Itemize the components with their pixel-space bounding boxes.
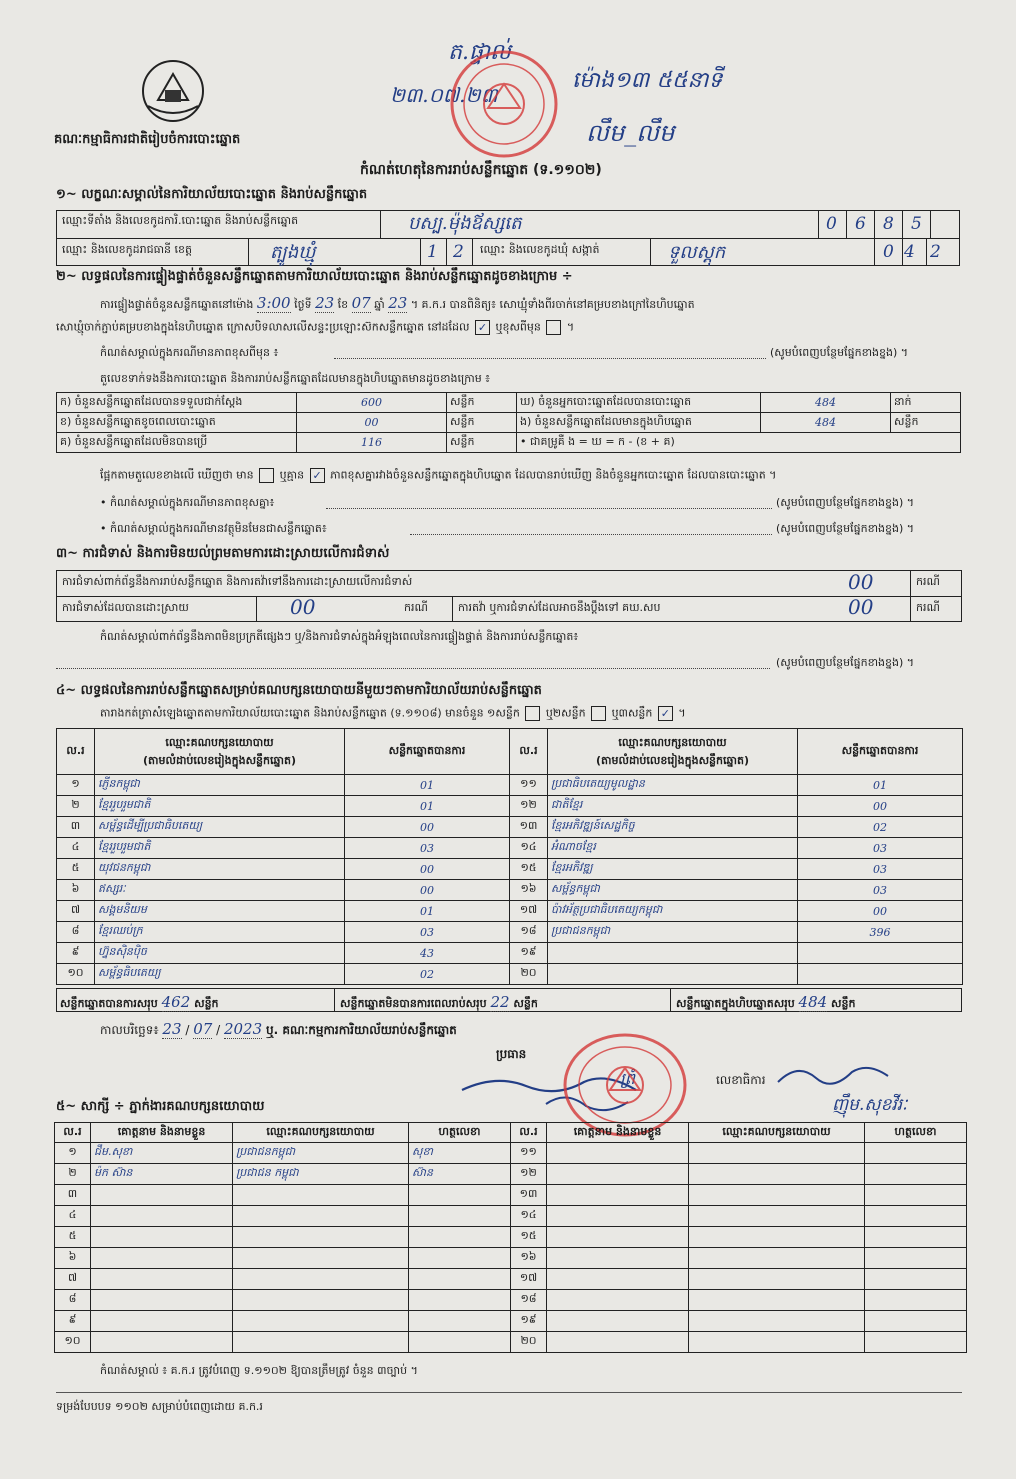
party-number: ៦ xyxy=(57,880,95,901)
section-3-heading: ៣~ ការជំទាស់ និងការមិនយល់ព្រមតាមការដោះស្រាយលើការជំទាស់ xyxy=(56,546,390,561)
witness-number: ៧ xyxy=(55,1269,91,1290)
figures-table xyxy=(56,392,961,453)
resolved-label: ការជំទាស់ដែលបានដោះស្រាយ xyxy=(62,601,189,614)
party-number: ១៧ xyxy=(510,901,548,922)
party-votes: 01 xyxy=(798,775,963,796)
verification-line: ការផ្ទៀងផ្ទាត់ចំនួនសន្លឹកឆ្នោតនៅម៉ោង 3:00 ថ្ងៃទី 23 ខែ 07 ឆ្នាំ 23 ។ គ.ក.រ បានពិនិត្យ៖ សោឃ្មុំទាំងពីរចាក់នៅគម្របខាងក្រៅនៃហិបឆ្នោត xyxy=(100,294,695,312)
party-name xyxy=(548,943,798,964)
station-code-digit: 8 xyxy=(883,214,894,234)
figure-value: 600 xyxy=(297,393,447,413)
witness-name xyxy=(91,1206,233,1227)
table-row xyxy=(57,880,963,901)
complaints-value: 00 xyxy=(848,570,874,594)
party-votes: 00 xyxy=(345,859,510,880)
commune-code-digit: 2 xyxy=(930,242,941,262)
party-number: ១១ xyxy=(510,775,548,796)
witness-signature xyxy=(865,1248,967,1269)
table-row xyxy=(57,796,963,817)
witness-name xyxy=(547,1269,689,1290)
witness-signature xyxy=(409,1206,511,1227)
diff-note-end: (សូមបំពេញបន្ថែមផ្នែកខាងខ្នង) ។ xyxy=(770,346,909,359)
witness-number: ១០ xyxy=(55,1332,91,1353)
witness-party xyxy=(689,1143,865,1164)
witness-party xyxy=(233,1248,409,1269)
province-label: ឈ្មោះ និងលេខកូដរាជធានី ខេត្ត xyxy=(62,243,192,256)
party-name xyxy=(548,964,798,985)
witness-number: ១៧ xyxy=(511,1269,547,1290)
figures-intro: តួលេខទាក់ទងនឹងការបោះឆ្នោត និងការរាប់សន្លឹកឆ្នោតដែលមានក្នុងហិបឆ្នោតមានដូចខាងក្រោម ៖ xyxy=(100,372,491,385)
party-name: សង្គមនិយម xyxy=(95,901,345,922)
party-votes: 00 xyxy=(798,796,963,817)
witness-name xyxy=(547,1332,689,1353)
table-row xyxy=(55,1290,967,1311)
party-votes: 03 xyxy=(345,922,510,943)
official-stamp-top-icon xyxy=(448,48,560,160)
irregularity-note: កំណត់សម្គាល់ពាក់ព័ន្ធនឹងភាពមិនប្រក្រតីផ្សេងៗ ឬ/និងការជំទាស់ក្នុងអំឡុងពេលនៃការផ្ទៀងផ្ទាត់ និងការរាប់សន្លឹកឆ្នោត៖ xyxy=(100,630,579,643)
seal-line: សោឃ្មុំចាក់ភ្ជាប់គម្របខាងក្នុងនៃហិបឆ្នោត ក្រោសបិទលាសលើសន្ទះប្រឡោះស៊កសន្លឹកឆ្នោត នៅដដែល ✓ ឬខុសពីមុន ។ xyxy=(56,320,575,334)
table-row xyxy=(55,1164,967,1185)
two-sheet-checkbox[interactable] xyxy=(591,706,606,721)
verification-month: 07 xyxy=(351,294,371,312)
witness-name xyxy=(91,1332,233,1353)
witness-number: ១៩ xyxy=(511,1311,547,1332)
same-checkbox[interactable]: ✓ xyxy=(475,320,490,335)
witness-number: ១១ xyxy=(511,1143,547,1164)
table-row: ខ) ចំនួនសន្លឹកឆ្នោតខូចពេលបោះឆ្នោត 00 សន្លឹក ង) ចំនួនសន្លឹកឆ្នោតដែលមានក្នុងហិបឆ្នោត 484 សន្លឹក xyxy=(57,413,961,433)
witness-signature xyxy=(409,1290,511,1311)
witness-number: ១២ xyxy=(511,1164,547,1185)
tally-sheet-line: តារាងកត់ត្រាសំឡេងឆ្នោតតាមការិយាល័យបោះឆ្នោត និងរាប់សន្លឹកឆ្នោត (ទ.១១០៨) មានចំនួន ១សន្លឹក ឬ២សន្លឹក ឬ៣សន្លឹក ✓ ។ xyxy=(100,706,686,720)
appeal-label: ការតវ៉ា ឬការជំទាស់ដែលអាចនឹងប្ដឹងទៅ គឃ.សប xyxy=(458,601,661,614)
party-votes: 03 xyxy=(798,838,963,859)
party-name: ខ្មែរអភិវឌ្ឍ xyxy=(548,859,798,880)
table-row xyxy=(57,775,963,796)
party-name: អំណាចខ្មែរ xyxy=(548,838,798,859)
party-number: ១ xyxy=(57,775,95,796)
witness-name xyxy=(91,1248,233,1269)
witness-party: ប្រជាជន កម្ពុជា xyxy=(233,1164,409,1185)
witness-name xyxy=(547,1290,689,1311)
figure-value: 116 xyxy=(297,433,447,453)
total-invalid-value: 22 xyxy=(490,993,510,1011)
party-votes: 01 xyxy=(345,901,510,922)
figure-value: 484 xyxy=(761,393,891,413)
party-votes: 03 xyxy=(798,859,963,880)
party-number: ២ xyxy=(57,796,95,817)
witness-signature xyxy=(409,1185,511,1206)
ballot-count-form: គណៈកម្មាធិការជាតិរៀបចំការបោះឆ្នោត ត.ផ្ទាល់ ២៣.០៧.២៣ ម៉ោង១៣ ៥៥នាទី លឹម_លឹម កំណត់ហេតុនៃការរាប់សន្លឹកឆ្នោត (ទ.១១០២) ១~ លក្ខណៈសម្គាល់នៃការិយាល័យបោះឆ្នោត និងរាប់សន្លឹកឆ្នោត ឈ្មោះទីតាំង និងលេខកូដការិ.បោះឆ្នោត និងរាប់សន្លឹកឆ្នោត បស្ប.ម៉ុងឪស្សតេ 0 6 8 5 ឈ្មោះ និងលេខកូដរាជធានី ខេត្ត ត្បូងឃ្មុំ 1 2 ឈ្មោះ និងលេខកូដឃុំ សង្កាត់ ទួលស្ដុក 0 4 2 ២~ លទ្ធផលនៃការផ្ទៀងផ្ទាត់ចំនួនសន្លឹកឆ្នោតតាមការិយាល័យបោះឆ្នោត និងរាប់សន្លឹកឆ្នោតដូចខាងក្រោម ÷ ការផ្ទៀងផ្ទាត់ចំនួនសន្លឹកឆ្នោតនៅម៉ោង 3:00 ថ្ងៃទី 23 ខែ 07 ឆ្នាំ 23 ។ គ.ក.រ បានពិនិត្យ៖ សោឃ្មុំទាំងពីរចាក់នៅគម្របខាងក្រៅនៃហិបឆ្នោត សោឃ្មុំចាក់ភ្ជាប់គម្របខាងក្នុងនៃហិបឆ្នោត ក្រោសបិទលាសលើសន្ទះប្រឡោះស៊កសន្លឹកឆ្នោត នៅដដែល ✓ ឬខុសពីមុន ។ កំណត់សម្គាល់ក្នុងករណីមានភាពខុសពីមុន ៖ (សូមបំពេញបន្ថែមផ្នែកខាងខ្នង) ។ តួលេខទាក់ទងនឹងការបោះឆ្នោត និងការរាប់សន្លឹកឆ្នោតដែលមានក្នុងហិបឆ្នោតមានដូចខាងក្រោម ៖ ក) ចំនួនសន្លឹកឆ្នោតដែលបានទទួលជាក់ស្ដែង 600 សន្លឹក ឃ) ចំនួនអ្នកបោះឆ្នោតដែលបានបោះឆ្នោត 484 នាក់ ខ) ចំនួនសន្លឹកឆ្នោតខូចពេលបោះឆ្នោត 00 សន្លឹក ង) ចំនួនសន្លឹកឆ្នោតដែលមានក្នុងហិបឆ្នោត 484 សន្លឹក គ) ចំនួនសន្លឹកឆ្នោតដែលមិនបានប្រើ 116 សន្លឹក • ជាគម្រូគឺ ង = ឃ = ក - (ខ + គ) ផ្អែកតាមតួលេខខាងលើ ឃើញថា មាន ឬគ្មាន ✓ ភាពខុសគ្នារវាងចំនួនសន្លឹកឆ្នោតក្នុងហិបឆ្នោត ដែលបានរាប់ឃើញ និងចំនួនអ្នកបោះឆ្នោត ដែលបានបោះឆ្នោត ។ • កំណត់សម្គាល់ក្នុងករណីមានភាពខុសគ្នា៖ (សូមបំពេញបន្ថែមផ្នែកខាងខ្នង) ។ • កំណត់សម្គាល់ក្នុងករណីមានវត្ថុមិនមែនជាសន្លឹកឆ្នោត៖ (សូមបំពេញបន្ថែមផ្នែកខាងខ្នង) ។ ៣~ ការជំទាស់ និងការមិនយល់ព្រមតាមការដោះស្រាយលើការជំទាស់ ការជំទាស់ពាក់ព័ន្ធនឹងការរាប់សន្លឹកឆ្នោត និងការតវ៉ាទៅនឹងការដោះស្រាយលើការជំទាស់ 00 ករណី ការជំទាស់ដែលបានដោះស្រាយ 00 ករណី ការតវ៉ា ឬការជំទាស់ដែលអាចនឹងប្ដឹងទៅ គឃ.សប 00 ករណី កំណត់សម្គាល់ពាក់ព័ន្ធនឹងភាពមិនប្រក្រតីផ្សេងៗ ឬ/និងការជំទាស់ក្នុងអំឡុងពេលនៃការផ្ទៀងផ្ទាត់ និងការរាប់សន្លឹកឆ្នោត៖ (សូមបំពេញបន្ថែមផ្នែកខាងខ្នង) ។ ៤~ លទ្ធផលនៃការរាប់សន្លឹកឆ្នោតសម្រាប់គណបក្សនយោបាយនីមួយៗតាមការិយាល័យរាប់សន្លឹកឆ្នោត តារាងកត់ត្រាសំឡេងឆ្នោតតាមការិយាល័យបោះឆ្នោត និងរាប់សន្លឹកឆ្នោត (ទ.១១០៨) មានចំនួន ១សន្លឹក ឬ២សន្លឹក ឬ៣សន្លឹក ✓ ។ ល.រ ឈ្មោះគណបក្សនយោបាយ (តាមលំដាប់លេខរៀងក្នុងសន្លឹកឆ្នោត) សន្លឹកឆ្នោតបានការ ល.រ ឈ្មោះគណបក្សនយោបាយ (តាមលំដាប់លេខរៀងក្នុងសន្លឹកឆ្នោត) សន្លឹកឆ្នោតបានការ ១ ភ្ញើនកម្ពុជា 01 ១១ ប្រជាធិបតេយ្យមូលដ្ឋាន 01 ២ ខ្មែររួបរួមជាតិ 01 ១២ ជាតិខ្មែរ 00 ៣ សម្ព័ន្ធដើម្បីប្រជាធិបតេយ្យ 00 ១៣ ខ្មែរអភិវឌ្ឍន៍សេដ្ឋកិច្ច 02 ៤ ខ្មែររួបរួមជាតិ 03 ១៤ អំណាចខ្មែរ 03 ៥ យុវជនកម្ពុជា 00 ១៥ ខ្មែរអភិវឌ្ឍ 03 ៦ ឥស្សរៈ 00 ១៦ សម្ព័ន្ធកម្ពុជា 03 ៧ សង្គមនិយម 01 ១៧ ប៉ាវអ័ត្ថប្រជាធិបតេយ្យកម្ពុជា 00 ៨ ខ្មែរឈប់ក្រ 03 ១៨ ប្រជាជនកម្ពុជា 396 ៩ ហ្វ៊ុនស៊ិនប៉ិច 43 ១៩ ១០ សម្ព័ន្ធធិបតេយ្យ 02 ២០ សន្លឹកឆ្នោតបានការសរុប 462 សន្លឹក សន្លឹកឆ្នោតមិនបានការពេលរាប់សរុប 22 សន្លឹក សន្លឹកឆ្នោតក្នុងហិបឆ្នោតសរុប 484 សន្លឹក កាលបរិច្ឆេទ៖ 23 / 07 / 2023 ឬ. គណៈកម្មការការិយាល័យរាប់សន្លឹកឆ្នោត ប្រធាន លេខាធិការ ព្រំ ញ៉ឹម.សុខវីរៈ ៥~ សាក្សី ÷ ភ្នាក់ងារគណបក្សនយោបាយ ល.រ គោត្តនាម និងនាមខ្លួន ឈ្មោះគណបក្សនយោបាយ ហត្ថលេខា ល.រ គោត្តនាម និងនាមខ្លួន ឈ្មោះគណបក្សនយោបាយ ហត្ថលេខា ១ ជឹម.សុខា ប្រជាជនកម្ពុជា សុខា ១១ ២ ម៉ក ស៊ាន ប្រជាជន កម្ពុជា ស៊ាន ១២ ៣ ១៣ ៤ ១៤ ៥ ១៥ ៦ ១៦ ៧ ១៧ ៨ ១៨ ៩ ១៩ ១០ ២០ កំណត់សម្គាល់ ៖ គ.ក.រ ត្រូវបំពេញ ទ.១១០២ ឱ្យបានត្រឹមត្រូវ ចំនួន ៣ច្បាប់ ។ ទម្រង់បែបបទ ១១០២ សម្រាប់បំពេញដោយ គ.ក.រ xyxy=(0,0,1016,1479)
witness-name: ជឹម.សុខា xyxy=(91,1143,233,1164)
secretary-label: លេខាធិការ xyxy=(716,1073,766,1087)
section-1-heading: ១~ លក្ខណៈសម្គាល់នៃការិយាល័យបោះឆ្នោត និងរាប់សន្លឹកឆ្នោត xyxy=(56,187,368,202)
footnote: កំណត់សម្គាល់ ៖ គ.ក.រ ត្រូវបំពេញ ទ.១១០២ ឱ្យបានត្រឹមត្រូវ ចំនួន ៣ច្បាប់ ។ xyxy=(100,1364,418,1377)
party-votes xyxy=(798,943,963,964)
witness-party xyxy=(689,1164,865,1185)
witness-number: ១៨ xyxy=(511,1290,547,1311)
party-name: យុវជនកម្ពុជា xyxy=(95,859,345,880)
table-row xyxy=(55,1206,967,1227)
witness-number: ៤ xyxy=(55,1206,91,1227)
polling-station-label: ឈ្មោះទីតាំង និងលេខកូដការិ.បោះឆ្នោត និងរាប់សន្លឹកឆ្នោត xyxy=(62,214,299,227)
witness-signature xyxy=(865,1269,967,1290)
witness-number: ៣ xyxy=(55,1185,91,1206)
witness-number: ១៤ xyxy=(511,1206,547,1227)
date-year: 2023 xyxy=(223,1020,263,1038)
party-votes xyxy=(798,964,963,985)
table-row xyxy=(55,1185,967,1206)
witness-party: ប្រជាជនកម្ពុជា xyxy=(233,1143,409,1164)
commune-label: ឈ្មោះ និងលេខកូដឃុំ សង្កាត់ xyxy=(480,243,600,256)
complaints-label: ការជំទាស់ពាក់ព័ន្ធនឹងការរាប់សន្លឹកឆ្នោត និងការតវ៉ាទៅនឹងការដោះស្រាយលើការជំទាស់ xyxy=(62,575,413,588)
witness-party xyxy=(233,1185,409,1206)
witness-number: ៩ xyxy=(55,1311,91,1332)
witness-signature xyxy=(865,1143,967,1164)
witness-name xyxy=(547,1185,689,1206)
secretary-hw: ញ៉ឹម.សុខវីរៈ xyxy=(832,1095,908,1115)
witness-name xyxy=(547,1206,689,1227)
party-name: ប៉ាវអ័ត្ថប្រជាធិបតេយ្យកម្ពុជា xyxy=(548,901,798,922)
hw-note-time: ម៉ោង១៣ ៥៥នាទី xyxy=(572,68,723,93)
table-row xyxy=(55,1311,967,1332)
witness-number: ៥ xyxy=(55,1227,91,1248)
secretary-signature-icon xyxy=(772,1058,892,1094)
party-number: ១៣ xyxy=(510,817,548,838)
party-name: ឥស្សរៈ xyxy=(95,880,345,901)
witness-party xyxy=(233,1206,409,1227)
party-number: ២០ xyxy=(510,964,548,985)
witness-name xyxy=(547,1164,689,1185)
witness-party xyxy=(233,1332,409,1353)
commune-code-digit: 4 xyxy=(904,242,915,262)
witness-number: ១៦ xyxy=(511,1248,547,1269)
date-month: 07 xyxy=(193,1020,213,1038)
witness-party xyxy=(689,1269,865,1290)
party-number: ៥ xyxy=(57,859,95,880)
commune-code-digit: 0 xyxy=(883,242,894,262)
total-valid: សន្លឹកឆ្នោតបានការសរុប 462 សន្លឹក xyxy=(60,993,219,1011)
station-code-digit: 6 xyxy=(855,214,866,234)
witness-name xyxy=(547,1248,689,1269)
figure-value: 484 xyxy=(761,413,891,433)
party-votes: 03 xyxy=(798,880,963,901)
party-number: ៤ xyxy=(57,838,95,859)
witness-number: ១៣ xyxy=(511,1185,547,1206)
party-votes: 00 xyxy=(345,817,510,838)
party-number: ១០ xyxy=(57,964,95,985)
witness-signature xyxy=(409,1269,511,1290)
witness-number: ២០ xyxy=(511,1332,547,1353)
commune-value: ទួលស្ដុក xyxy=(668,242,726,263)
party-votes: 01 xyxy=(345,796,510,817)
date-day: 23 xyxy=(162,1020,182,1038)
table-row xyxy=(55,1269,967,1290)
divider xyxy=(56,238,960,239)
table-row: ក) ចំនួនសន្លឹកឆ្នោតដែលបានទទួលជាក់ស្ដែង 600 សន្លឹក ឃ) ចំនួនអ្នកបោះឆ្នោតដែលបានបោះឆ្នោត 484 នាក់ xyxy=(57,393,961,413)
party-name: ជាតិខ្មែរ xyxy=(548,796,798,817)
diff-note-line[interactable] xyxy=(334,358,766,359)
date-line: កាលបរិច្ឆេទ៖ 23 / 07 / 2023 ឬ. គណៈកម្មការការិយាល័យរាប់សន្លឹកឆ្នោត xyxy=(100,1020,457,1038)
verification-time: 3:00 xyxy=(256,294,291,312)
witness-signature xyxy=(409,1311,511,1332)
total-in-box: សន្លឹកឆ្នោតក្នុងហិបឆ្នោតសរុប 484 សន្លឹក xyxy=(676,993,856,1011)
discrepancy-line: ផ្អែកតាមតួលេខខាងលើ ឃើញថា មាន ឬគ្មាន ✓ ភាពខុសគ្នារវាងចំនួនសន្លឹកឆ្នោតក្នុងហិបឆ្នោត ដែលបានរាប់ឃើញ និងចំនួនអ្នកបោះឆ្នោត ដែលបានបោះឆ្នោត ។ xyxy=(100,468,777,482)
witness-party xyxy=(689,1290,865,1311)
witness-party xyxy=(689,1227,865,1248)
witness-signature: ស៊ាន xyxy=(409,1164,511,1185)
results-table xyxy=(56,728,963,985)
appeal-value: 00 xyxy=(848,595,874,619)
hw-note-date: ២៣.០៧.២៣ xyxy=(390,83,498,107)
party-number: ១៤ xyxy=(510,838,548,859)
party-name: ខ្មែរអភិវឌ្ឍន៍សេដ្ឋកិច្ច xyxy=(548,817,798,838)
party-votes: 02 xyxy=(798,817,963,838)
has-discrepancy-checkbox[interactable] xyxy=(259,468,274,483)
hw-signature-name: លឹម_លឹម xyxy=(586,119,675,147)
station-code-digit: 0 xyxy=(826,214,837,234)
form-title: កំណត់ហេតុនៃការរាប់សន្លឹកឆ្នោត (ទ.១១០២) xyxy=(360,162,602,178)
witness-name xyxy=(91,1290,233,1311)
table-row xyxy=(55,1143,967,1164)
party-number: ៩ xyxy=(57,943,95,964)
party-votes: 01 xyxy=(345,775,510,796)
witness-name xyxy=(91,1185,233,1206)
total-in-box-value: 484 xyxy=(798,993,828,1011)
party-number: ១៥ xyxy=(510,859,548,880)
party-name: សម្ព័ន្ធធិបតេយ្យ xyxy=(95,964,345,985)
three-sheet-checkbox[interactable]: ✓ xyxy=(658,706,673,721)
witness-signature xyxy=(865,1227,967,1248)
witness-number: ១ xyxy=(55,1143,91,1164)
table-row xyxy=(55,1332,967,1353)
table-header-row: ល.រ គោត្តនាម និងនាមខ្លួន ឈ្មោះគណបក្សនយោបាយ ហត្ថលេខា ល.រ គោត្តនាម និងនាមខ្លួន ឈ្មោះគណបក្សនយោបាយ ហត្ថលេខា xyxy=(55,1123,967,1143)
station-code-digit: 5 xyxy=(911,214,922,234)
party-name: ប្រជាធិបតេយ្យមូលដ្ឋាន xyxy=(548,775,798,796)
witness-party xyxy=(233,1227,409,1248)
total-invalid: សន្លឹកឆ្នោតមិនបានការពេលរាប់សរុប 22 សន្លឹក xyxy=(340,993,538,1011)
witness-signature xyxy=(865,1311,967,1332)
witness-name xyxy=(547,1143,689,1164)
witness-party xyxy=(689,1311,865,1332)
witness-signature xyxy=(865,1206,967,1227)
total-valid-value: 462 xyxy=(161,993,191,1011)
witness-party xyxy=(689,1185,865,1206)
org-name: គណៈកម្មាធិការជាតិរៀបចំការបោះឆ្នោត xyxy=(54,132,241,147)
witness-name: ម៉ក ស៊ាន xyxy=(91,1164,233,1185)
president-label: ប្រធាន xyxy=(496,1047,527,1061)
party-votes: 02 xyxy=(345,964,510,985)
section-4-heading: ៤~ លទ្ធផលនៃការរាប់សន្លឹកឆ្នោតសម្រាប់គណបក្សនយោបាយនីមួយៗតាមការិយាល័យរាប់សន្លឹកឆ្នោត xyxy=(56,683,542,698)
witness-signature xyxy=(865,1332,967,1353)
witness-table xyxy=(54,1122,967,1353)
table-row xyxy=(57,901,963,922)
section-2-heading: ២~ លទ្ធផលនៃការផ្ទៀងផ្ទាត់ចំនួនសន្លឹកឆ្នោតតាមការិយាល័យបោះឆ្នោត និងរាប់សន្លឹកឆ្នោតដូចខាងក្រោម ÷ xyxy=(56,269,573,284)
witness-party xyxy=(689,1206,865,1227)
party-votes: 03 xyxy=(345,838,510,859)
party-number: ១៩ xyxy=(510,943,548,964)
witness-party xyxy=(689,1332,865,1353)
president-hw: ព្រំ xyxy=(620,1069,635,1088)
party-votes: 396 xyxy=(798,922,963,943)
party-name: ខ្មែររួបរួមជាតិ xyxy=(95,838,345,859)
witness-signature xyxy=(409,1332,511,1353)
witness-signature: សុខា xyxy=(409,1143,511,1164)
table-row xyxy=(57,943,963,964)
party-name: ភ្ញើនកម្ពុជា xyxy=(95,775,345,796)
table-row xyxy=(57,922,963,943)
province-value: ត្បូងឃ្មុំ xyxy=(270,242,316,263)
resolved-value: 00 xyxy=(290,595,316,619)
witness-name xyxy=(91,1227,233,1248)
party-name: សម្ព័ន្ធកម្ពុជា xyxy=(548,880,798,901)
note-foreign-object: • កំណត់សម្គាល់ក្នុងករណីមានវត្ថុមិនមែនជាសន្លឹកឆ្នោត៖ xyxy=(100,522,327,535)
party-name: ប្រជាជនកម្ពុជា xyxy=(548,922,798,943)
witness-signature xyxy=(865,1164,967,1185)
witness-number: ៦ xyxy=(55,1248,91,1269)
party-name: ខ្មែររួបរួមជាតិ xyxy=(95,796,345,817)
table-row xyxy=(57,817,963,838)
table-row xyxy=(55,1248,967,1269)
party-votes: 43 xyxy=(345,943,510,964)
witness-name xyxy=(91,1269,233,1290)
witness-party xyxy=(689,1248,865,1269)
witness-signature xyxy=(865,1290,967,1311)
party-name: ហ្វ៊ុនស៊ិនប៉ិច xyxy=(95,943,345,964)
verification-year: 23 xyxy=(388,294,408,312)
party-votes: 00 xyxy=(345,880,510,901)
table-row xyxy=(57,838,963,859)
witness-number: ១៥ xyxy=(511,1227,547,1248)
party-number: ១៨ xyxy=(510,922,548,943)
nec-emblem-icon xyxy=(138,56,208,126)
witness-number: ៨ xyxy=(55,1290,91,1311)
section-5-heading: ៥~ សាក្សី ÷ ភ្នាក់ងារគណបក្សនយោបាយ xyxy=(56,1099,265,1114)
province-code-digit: 2 xyxy=(453,242,464,262)
polling-station-value: បស្ប.ម៉ុងឪស្សតេ xyxy=(408,213,522,234)
party-votes: 00 xyxy=(798,901,963,922)
table-row xyxy=(57,859,963,880)
witness-name xyxy=(547,1311,689,1332)
witness-party xyxy=(233,1311,409,1332)
note-discrepancy: • កំណត់សម្គាល់ក្នុងករណីមានភាពខុសគ្នា៖ xyxy=(100,496,275,509)
form-code: ទម្រង់បែបបទ ១១០២ សម្រាប់បំពេញដោយ គ.ក.រ xyxy=(56,1400,263,1413)
witness-signature xyxy=(865,1185,967,1206)
party-number: ៧ xyxy=(57,901,95,922)
party-number: ៨ xyxy=(57,922,95,943)
party-number: ៣ xyxy=(57,817,95,838)
witness-number: ២ xyxy=(55,1164,91,1185)
witness-signature xyxy=(409,1227,511,1248)
verification-day: 23 xyxy=(315,294,335,312)
witness-signature xyxy=(409,1248,511,1269)
one-sheet-checkbox[interactable] xyxy=(525,706,540,721)
table-header-row: ល.រ ឈ្មោះគណបក្សនយោបាយ (តាមលំដាប់លេខរៀងក្នុងសន្លឹកឆ្នោត) សន្លឹកឆ្នោតបានការ ល.រ ឈ្មោះគណបក្សនយោបាយ (តាមលំដាប់លេខរៀងក្នុងសន្លឹកឆ្នោត) សន្លឹកឆ្នោតបានការ xyxy=(57,729,963,775)
diff-note-label: កំណត់សម្គាល់ក្នុងករណីមានភាពខុសពីមុន ៖ xyxy=(100,346,279,359)
different-checkbox[interactable] xyxy=(546,320,561,335)
party-number: ១២ xyxy=(510,796,548,817)
no-discrepancy-checkbox[interactable]: ✓ xyxy=(310,468,325,483)
witness-party xyxy=(233,1290,409,1311)
party-name: សម្ព័ន្ធដើម្បីប្រជាធិបតេយ្យ xyxy=(95,817,345,838)
witness-name xyxy=(547,1227,689,1248)
table-row xyxy=(57,964,963,985)
province-code-digit: 1 xyxy=(427,242,438,262)
party-number: ១៦ xyxy=(510,880,548,901)
witness-party xyxy=(233,1269,409,1290)
party-name: ខ្មែរឈប់ក្រ xyxy=(95,922,345,943)
table-row xyxy=(55,1227,967,1248)
witness-name xyxy=(91,1311,233,1332)
table-row: គ) ចំនួនសន្លឹកឆ្នោតដែលមិនបានប្រើ 116 សន្លឹក • ជាគម្រូគឺ ង = ឃ = ក - (ខ + គ) xyxy=(57,433,961,453)
figure-value: 00 xyxy=(297,413,447,433)
hw-note-direct: ត.ផ្ទាល់ xyxy=(448,40,511,65)
